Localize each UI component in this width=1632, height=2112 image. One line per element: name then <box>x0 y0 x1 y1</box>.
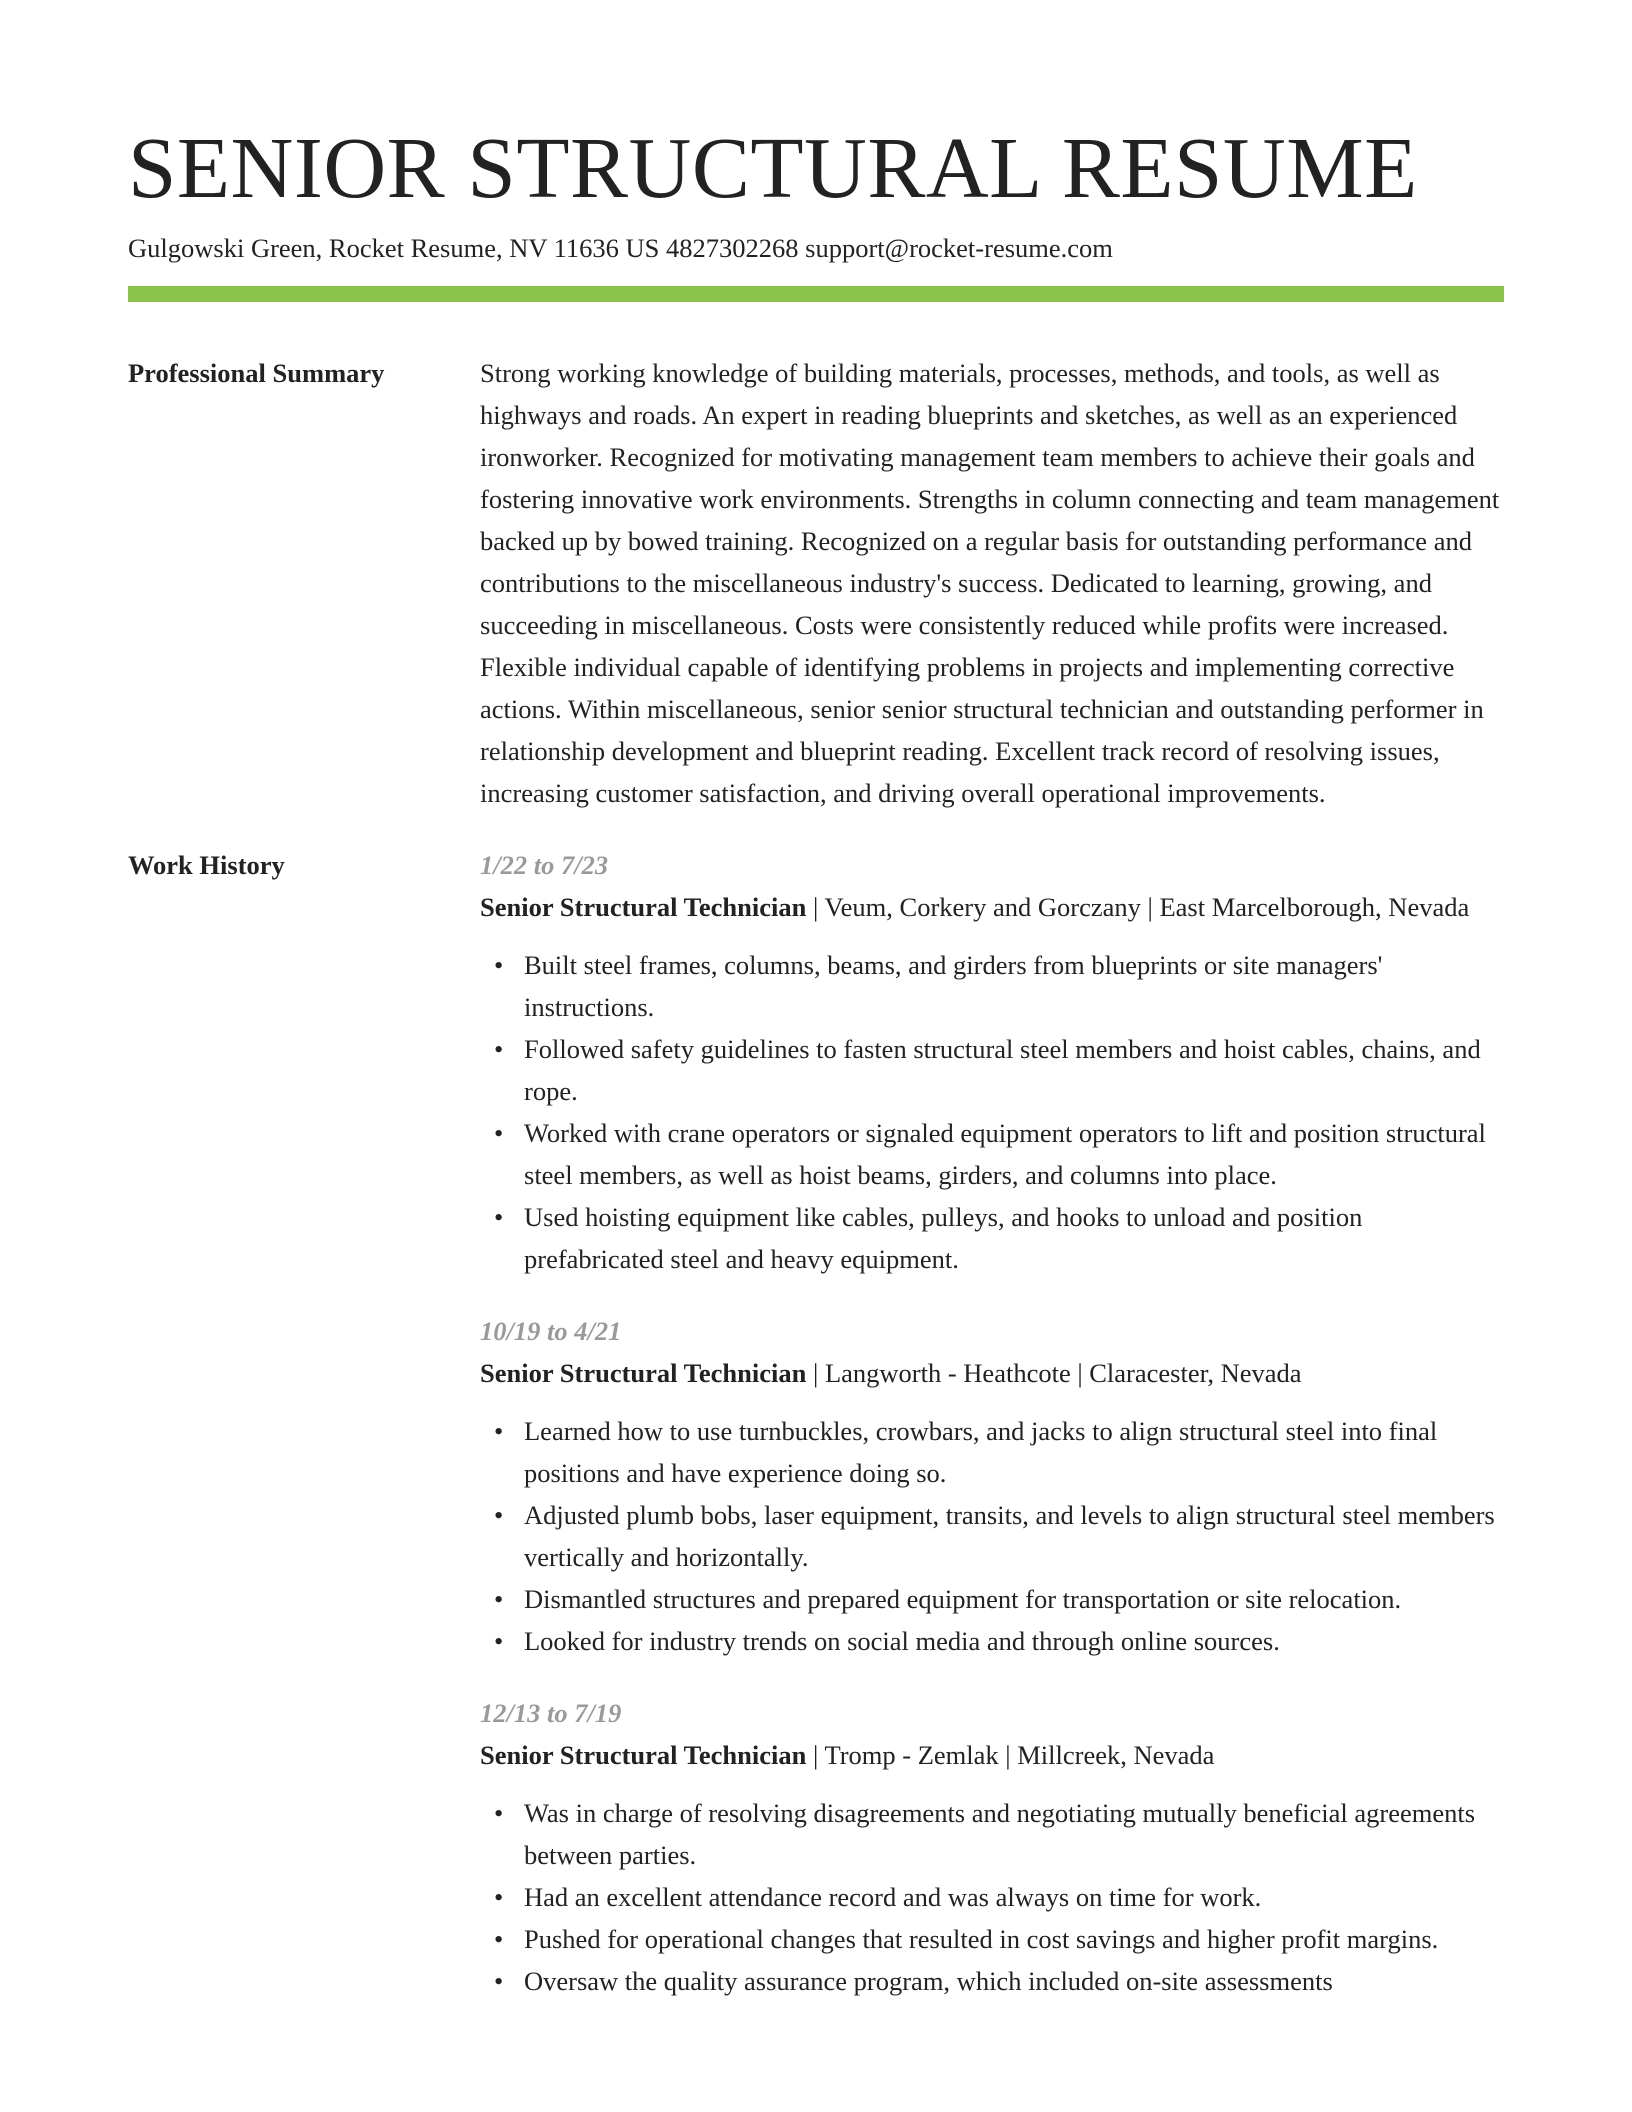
job-entry <box>480 1692 1504 2002</box>
job-bullet <box>494 1410 1504 1494</box>
header-divider <box>128 286 1504 302</box>
job-bullet-text: Pushed for operational changes that resulted in cost savings and higher profit margins. <box>524 1924 1439 1954</box>
summary-body <box>480 352 1504 814</box>
bullet-icon: • <box>494 1626 504 1656</box>
resume-title: SENIOR STRUCTURAL RESUME <box>128 119 1418 216</box>
bullet-icon: • <box>494 1416 504 1446</box>
job-entry <box>480 1310 1504 1662</box>
job-dates: 12/13 to 7/19 <box>480 1698 622 1728</box>
job-bullet <box>494 944 1504 1028</box>
job-title: Senior Structural Technician <box>480 892 807 922</box>
job-bullet-text: Built steel frames, columns, beams, and girders from blueprints or site managers' instructions. <box>524 950 1383 1022</box>
job-bullet-text: Used hoisting equipment like cables, pulleys, and hooks to unload and position prefabricated steel and heavy equipment. <box>524 1202 1363 1274</box>
job-bullet-list <box>480 1410 1504 1662</box>
bullet-icon: • <box>494 1034 504 1064</box>
job-bullet-text: Was in charge of resolving disagreements and negotiating mutually beneficial agreements between parties. <box>524 1798 1476 1870</box>
job-bullet-text: Looked for industry trends on social media and through online sources. <box>524 1626 1280 1656</box>
summary-text: Strong working knowledge of building materials, processes, methods, and tools, as well as highways and roads. An expert in reading blueprints and sketches, as well as an experienced ironworker. Recognized for motivating management team members to achieve their goals and fostering innovative work environments. Strengths in column connecting and team management backed up by bowed training. Recognized on a regular basis for outstanding performance and contributions to the miscellaneous industry's success. Dedicated to learning, growing, and succeeding in miscellaneous. Costs were consistently reduced while profits were increased. Flexible individual capable of identifying problems in projects and implementing corrective actions. Within miscellaneous, senior senior structural technician and outstanding performer in relationship development and blueprint reading. Excellent track record of resolving issues, increasing customer satisfaction, and driving overall operational improvements. <box>480 358 1500 808</box>
job-bullet <box>494 1792 1504 1876</box>
job-details: | Veum, Corkery and Gorczany | East Marcelborough, Nevada <box>806 892 1470 922</box>
job-entry <box>480 844 1504 1280</box>
job-heading <box>480 1352 1504 1394</box>
job-bullet-text: Oversaw the quality assurance program, which included on-site assessments <box>524 1966 1333 1996</box>
professional-summary-section <box>128 352 1504 814</box>
job-bullet <box>494 1112 1504 1196</box>
job-dates: 10/19 to 4/21 <box>480 1316 622 1346</box>
job-title: Senior Structural Technician <box>480 1358 807 1388</box>
bullet-icon: • <box>494 1798 504 1828</box>
job-heading <box>480 1734 1504 1776</box>
job-bullet-list <box>480 1792 1504 2002</box>
work-history-body <box>480 844 1504 2032</box>
job-title: Senior Structural Technician <box>480 1740 807 1770</box>
job-details: | Langworth - Heathcote | Claracester, Nevada <box>806 1358 1302 1388</box>
section-label-summary: Professional Summary <box>128 358 385 388</box>
job-bullet <box>494 1028 1504 1112</box>
job-heading <box>480 886 1504 928</box>
job-bullet <box>494 1196 1504 1280</box>
job-bullet-text: Worked with crane operators or signaled equipment operators to lift and position structural steel members, as well as hoist beams, girders, and columns into place. <box>524 1118 1486 1190</box>
job-bullet <box>494 1960 1504 2002</box>
bullet-icon: • <box>494 1202 504 1232</box>
job-bullet-text: Had an excellent attendance record and was always on time for work. <box>524 1882 1262 1912</box>
job-dates: 1/22 to 7/23 <box>480 850 609 880</box>
job-details: | Tromp - Zemlak | Millcreek, Nevada <box>806 1740 1215 1770</box>
work-history-section <box>128 844 1504 2032</box>
job-bullet <box>494 1918 1504 1960</box>
job-bullet-text: Learned how to use turnbuckles, crowbars, and jacks to align structural steel into final positions and have experience doing so. <box>524 1416 1438 1488</box>
job-bullet <box>494 1578 1504 1620</box>
job-bullet-text: Followed safety guidelines to fasten structural steel members and hoist cables, chains, and rope. <box>524 1034 1481 1106</box>
contact-line: Gulgowski Green, Rocket Resume, NV 11636 US 4827302268 support@rocket-resume.com <box>128 233 1113 263</box>
job-bullet-list <box>480 944 1504 1280</box>
bullet-icon: • <box>494 1500 504 1530</box>
bullet-icon: • <box>494 1118 504 1148</box>
section-label-work-history: Work History <box>128 850 285 880</box>
resume-page <box>128 0 1504 2032</box>
job-bullet <box>494 1876 1504 1918</box>
bullet-icon: • <box>494 1966 504 1996</box>
job-bullet-text: Dismantled structures and prepared equipment for transportation or site relocation. <box>524 1584 1402 1614</box>
job-bullet <box>494 1494 1504 1578</box>
bullet-icon: • <box>494 1882 504 1912</box>
job-bullet <box>494 1620 1504 1662</box>
job-bullet-text: Adjusted plumb bobs, laser equipment, transits, and levels to align structural steel members vertically and horizontally. <box>524 1500 1495 1572</box>
bullet-icon: • <box>494 1584 504 1614</box>
bullet-icon: • <box>494 1924 504 1954</box>
bullet-icon: • <box>494 950 504 980</box>
